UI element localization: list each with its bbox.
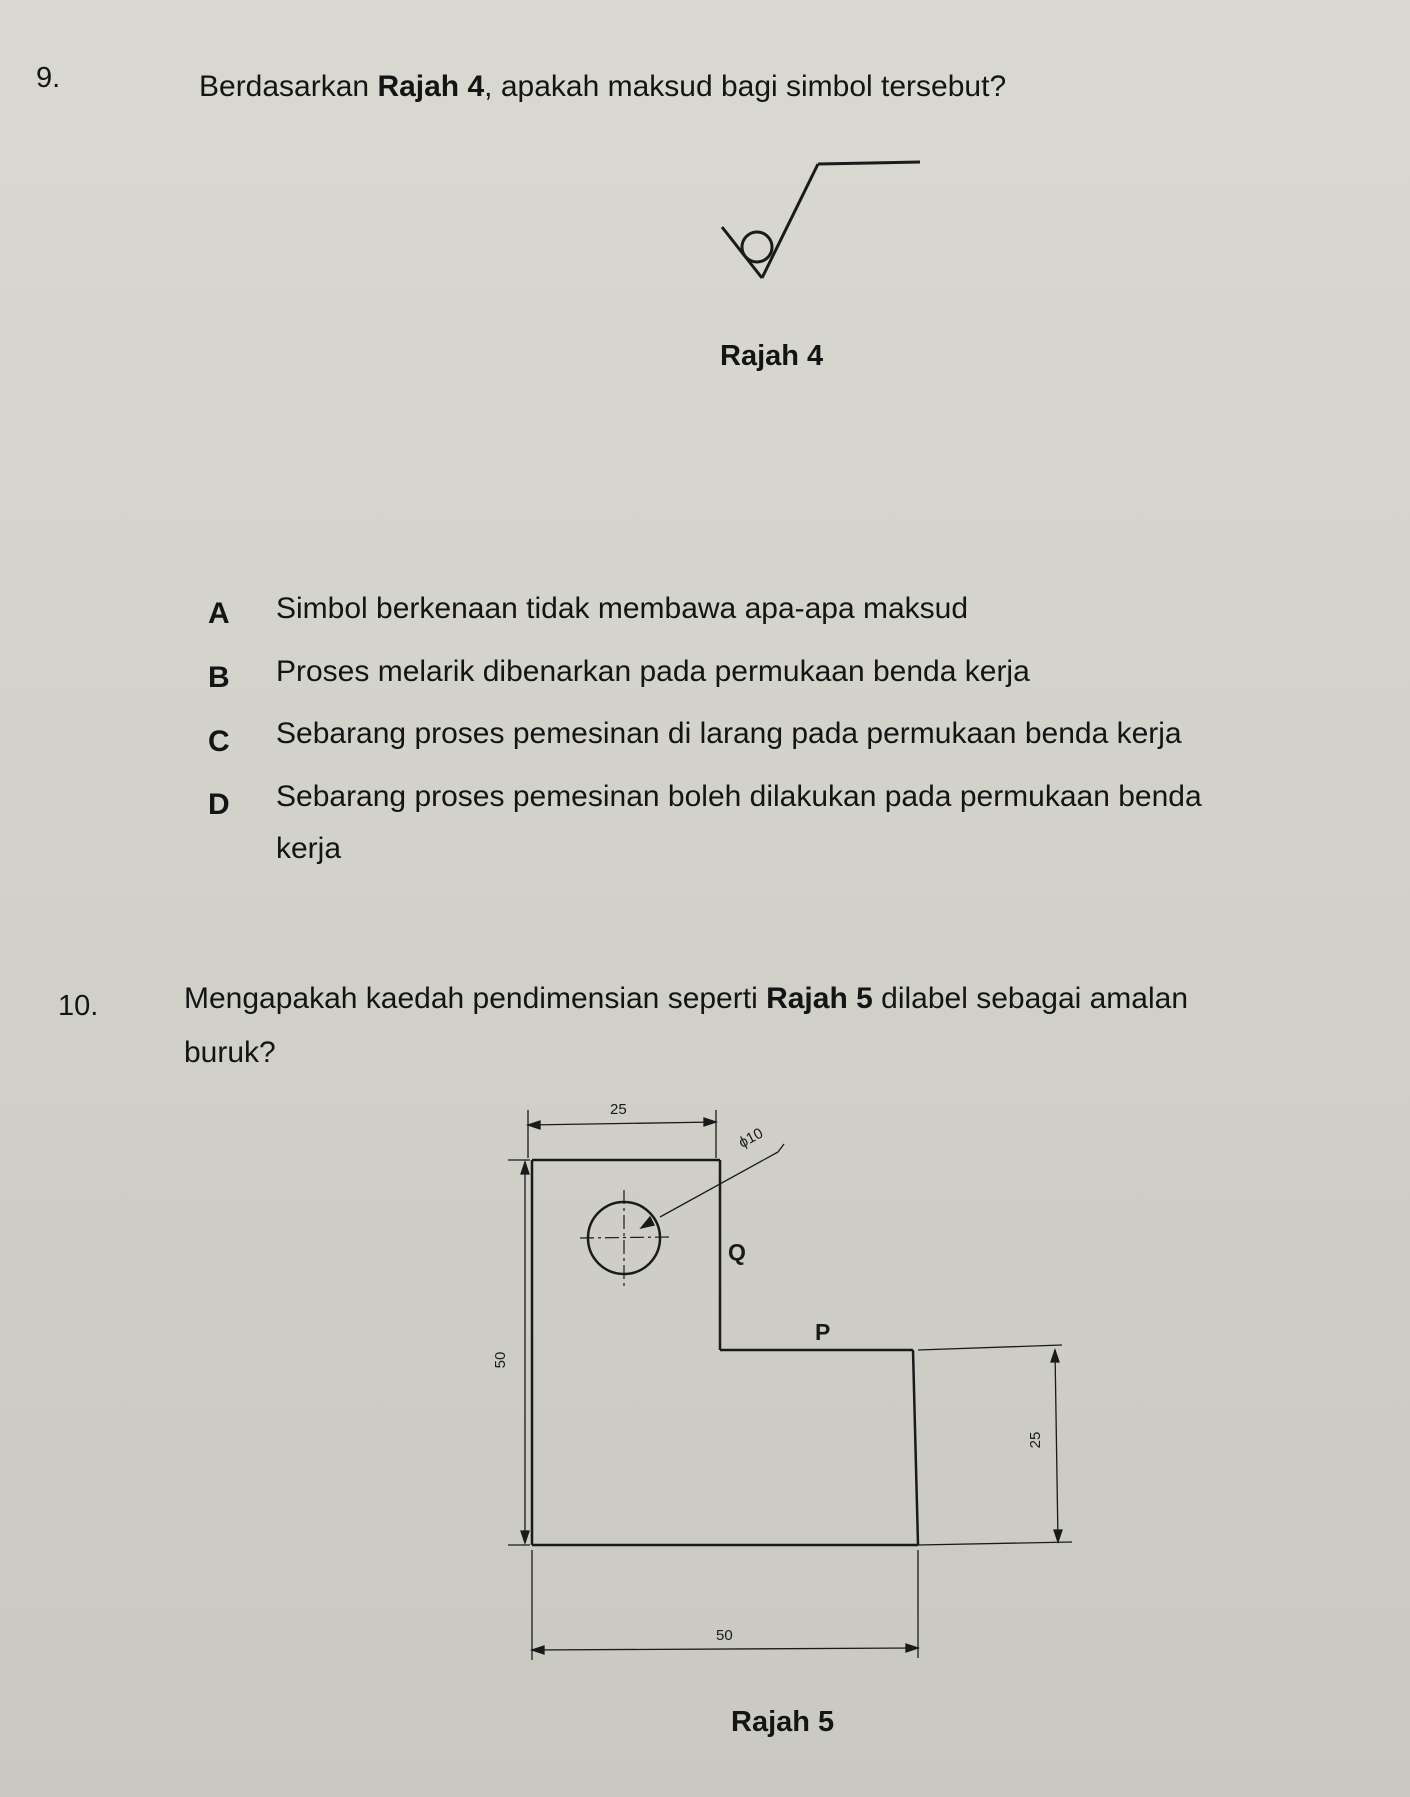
q10-question-part1: Mengapakah kaedah pendimensian seperti <box>184 982 767 1015</box>
q10-figure-caption: Rajah 5 <box>731 1706 835 1738</box>
option-a-letter: A <box>208 597 230 630</box>
q9-question-part2: , apakah maksud bagi simbol tersebut? <box>484 70 1007 103</box>
q9-number: 9. <box>36 62 61 94</box>
option-d-text-continued: kerja <box>276 832 342 865</box>
q9-question-bold: Rajah 4 <box>377 70 485 103</box>
option-d-letter: D <box>208 788 230 821</box>
extension-lines <box>508 1110 1072 1660</box>
q10-number: 10. <box>58 990 99 1022</box>
option-c-text: Sebarang proses pemesinan di larang pada permukaan benda kerja <box>276 717 1182 750</box>
option-c-letter: C <box>208 725 230 758</box>
dimension-lines <box>521 1118 1062 1654</box>
q9-figure-caption: Rajah 4 <box>720 340 824 372</box>
label-p: P <box>815 1319 831 1345</box>
hole-feature <box>580 1190 670 1288</box>
dim-diameter: ϕ10 <box>735 1124 767 1152</box>
option-b-letter: B <box>208 661 230 694</box>
option-d-text: Sebarang proses pemesinan boleh dilakukan pada permukaan benda <box>276 780 1202 813</box>
q10-question-part2: dilabel sebagai amalan <box>872 982 1189 1015</box>
q9-question-part1: Berdasarkan <box>199 70 378 103</box>
hole-centerline-h <box>580 1237 670 1238</box>
q10-question-continued: buruk? <box>184 1036 276 1069</box>
q10-question-bold: Rajah 5 <box>766 982 873 1015</box>
label-q: Q <box>728 1239 746 1265</box>
part-outline <box>532 1160 918 1545</box>
option-b-text: Proses melarik dibenarkan pada permukaan benda kerja <box>276 655 1030 688</box>
dim-left: 50 <box>492 1351 509 1369</box>
dim-right: 25 <box>1027 1431 1044 1449</box>
dim-bottom: 50 <box>716 1627 733 1644</box>
option-a-text: Simbol berkenaan tidak membawa apa-apa maksud <box>276 592 969 625</box>
dim-top: 25 <box>610 1101 627 1118</box>
